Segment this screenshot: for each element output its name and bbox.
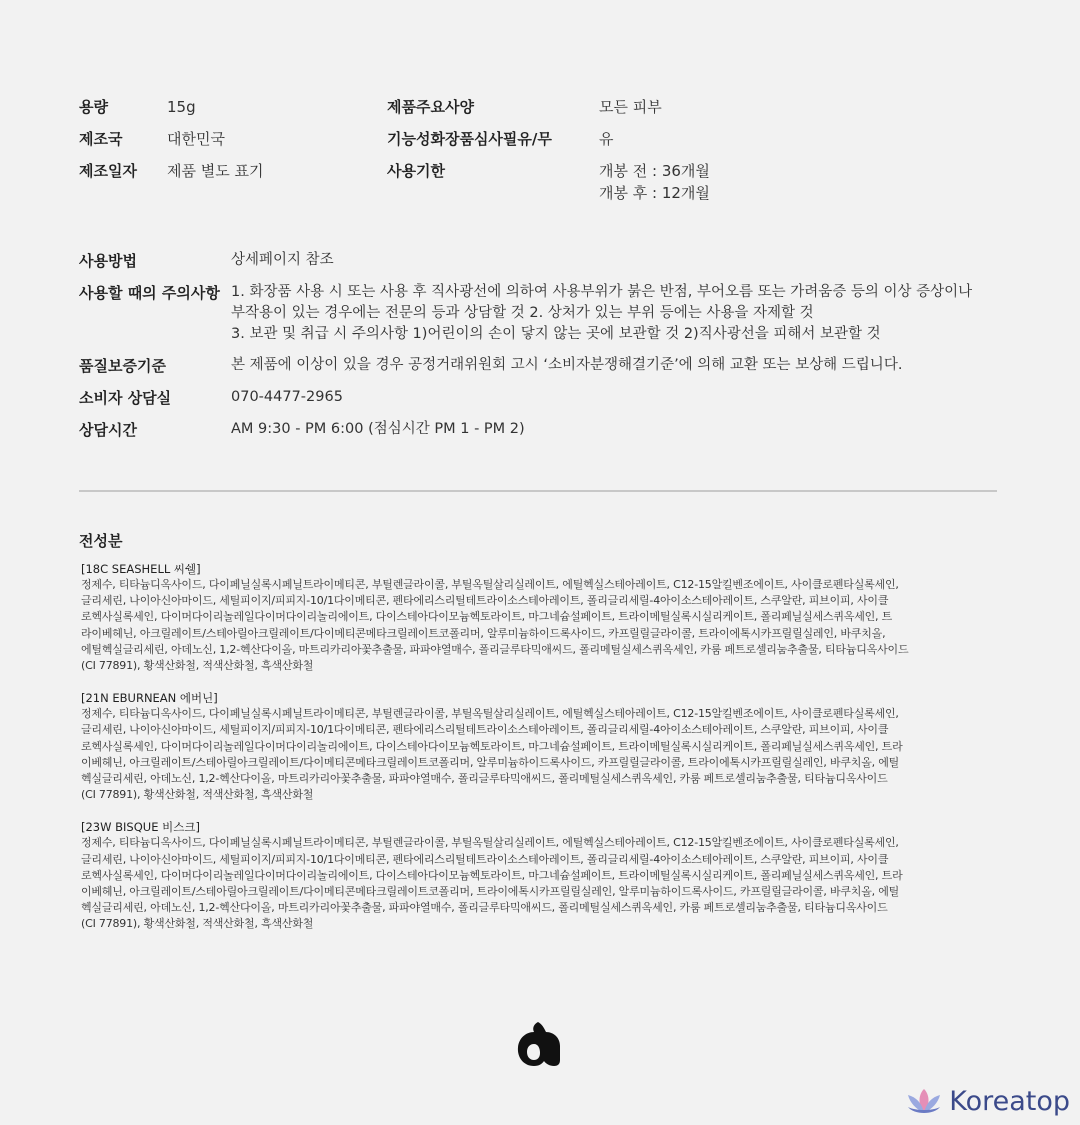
koreatop-text: Koreatop bbox=[949, 1086, 1070, 1117]
ingredient-line: 정제수, 티타늄디옥사이드, 다이페닐실록시페닐트라이메티콘, 부틸렌글라이콜, 부틸옥틸살리실레이트, 에틸헥실스테아레이트, C12-15알킬벤조에이트, 사이클로펜타실록세인, bbox=[81, 578, 899, 591]
review-label: 기능성화장품심사필유/무 bbox=[387, 130, 552, 148]
consult-label: 소비자 상담실 bbox=[79, 389, 172, 407]
ingredient-line: 헥실글리세린, 아데노신, 1,2-헥산다이올, 마트리카리아꽃추출물, 파파야열매수, 폴리글루타믹애씨드, 폴리메틸실세스퀴옥세인, 카룸 페트로셀리눔추출물, 티타늄디옥사이드 bbox=[81, 901, 888, 915]
ingredient-line: 글리세린, 나이아신아마이드, 세틸피이지/피피지-10/1다이메티콘, 펜타에리스리틸테트라이소스테아레이트, 폴리글리세릴-4아이소스테아레이트, 스쿠알란, 피브이피, 사이클 bbox=[81, 723, 889, 737]
ingredient-list bbox=[79, 835, 1009, 932]
ingredients-heading: 전성분 bbox=[79, 532, 123, 550]
country-label: 제조국 bbox=[79, 130, 123, 148]
caution-line-1: 1. 화장품 사용 시 또는 사용 후 직사광선에 의하여 사용부위가 붉은 반점, 부어오름 또는 가려움증 등의 이상 증상이나 bbox=[231, 284, 973, 300]
ingredient-line: 라이베헤닌, 아크릴레이트/스테아릴아크릴레이트/다이메티콘메타크릴레이트코폴리머, 알루미늄하이드록사이드, 카프릴릴글라이콜, 트라이에톡시카프릴릴실레인, 바쿠치올, bbox=[81, 626, 886, 640]
mfg-date-value: 제품 별도 표기 bbox=[167, 162, 264, 180]
ingredient-line: 글리세린, 나이아신아마이드, 세틸피이지/피피지-10/1다이메티콘, 펜타에리스리틸테트라이소스테아레이트, 폴리글리세릴-4아이소스테아레이트, 스쿠알란, 피브이피, 사이클 bbox=[81, 852, 889, 866]
ingredient-shade-title: [18C SEASHELL 씨쉘] bbox=[81, 562, 201, 576]
section-divider bbox=[79, 490, 997, 492]
spec-row-dates bbox=[79, 160, 999, 208]
info-row-usage bbox=[79, 250, 999, 272]
brand-logo-svg bbox=[514, 1020, 562, 1068]
caution-line-2: 부작용이 있는 경우에는 전문의 등과 상담할 것 2. 상처가 있는 부위 등에는 사용을 자제할 것 bbox=[231, 305, 814, 321]
caution-line-3: 3. 보관 및 취급 시 주의사항 1)어린이의 손이 닿지 않는 곳에 보관할 것 2)직사광선을 피해서 보관할 것 bbox=[231, 326, 881, 342]
ingredient-shade-title: [21N EBURNEAN 에버닌] bbox=[81, 691, 218, 706]
ingredient-line: 이베헤닌, 아크릴레이트/스테아릴아크릴레이트/다이메티콘메타크릴레이트코폴리머, 트라이에톡시카프릴릴실레인, 알루미늄하이드록사이드, 카프릴릴글라이콜, 바쿠치올, 에틸 bbox=[81, 885, 900, 899]
volume-value: 15g bbox=[167, 98, 196, 116]
spec-row-country bbox=[79, 128, 999, 160]
product-spec-table bbox=[79, 96, 999, 208]
hours-label: 상담시간 bbox=[79, 421, 137, 439]
ingredient-line: (CI 77891), 황색산화철, 적색산화철, 흑색산화철 bbox=[81, 917, 314, 931]
expiry-label: 사용기한 bbox=[387, 162, 445, 180]
info-row-consult bbox=[79, 387, 999, 409]
ingredient-line: (CI 77891), 황색산화철, 적색산화철, 흑색산화철 bbox=[81, 659, 314, 673]
ingredient-line: 이베헤닌, 아크릴레이트/스테아릴아크릴레이트/다이메티콘메타크릴레이트코폴리머, 알루미늄하이드록사이드, 카프릴릴글라이콜, 트라이에톡시카프릴릴실레인, 바쿠치올, 에틸 bbox=[81, 755, 900, 769]
ingredient-line: 로헥사실록세인, 다이머다이리놀레일다이머다이리놀리에이트, 다이스테아다이모늄헥토라이트, 마그네슘설페이트, 트라이메틸실록시실리케이트, 폴리페닐실세스퀴옥세인, 트라 bbox=[81, 739, 903, 753]
ingredient-block-bisque bbox=[79, 819, 1009, 932]
ingredient-line: 로헥사실록세인, 다이머다이리놀레일다이머다이리놀리에이트, 다이스테아다이모늄헥토라이트, 마그네슘설페이트, 트라이메틸실록시실리케이트, 폴리페닐실세스퀴옥세인, 트 bbox=[81, 610, 893, 624]
volume-label: 용량 bbox=[79, 98, 108, 116]
ingredient-block-eburnean bbox=[79, 690, 1009, 803]
ingredient-line: 글리세린, 나이아신아마이드, 세틸피이지/피피지-10/1다이메티콘, 펜타에리스리틸테트라이소스테아레이트, 폴리글리세릴-4아이소스테아레이트, 스쿠알란, 피브이피, 사이클 bbox=[81, 594, 889, 608]
brand-logo-icon bbox=[514, 1020, 562, 1068]
main-spec-label: 제품주요사양 bbox=[387, 98, 474, 116]
ingredient-list bbox=[79, 577, 1009, 674]
ingredient-block-seashell bbox=[79, 561, 1009, 674]
ingredient-line: 헥실글리세린, 아데노신, 1,2-헥산다이올, 마트리카리아꽃추출물, 파파야열매수, 폴리글루타믹애씨드, 폴리메틸실세스퀴옥세인, 카룸 페트로셀리눔추출물, 티타늄디옥사이드 bbox=[81, 772, 888, 786]
ingredient-list bbox=[79, 706, 1009, 803]
expiry-value bbox=[599, 160, 710, 204]
info-row-hours bbox=[79, 419, 999, 441]
koreatop-watermark bbox=[904, 1086, 1070, 1117]
usage-label: 사용방법 bbox=[79, 252, 137, 270]
expiry-before: 개봉 전 : 36개월 bbox=[599, 162, 710, 180]
warranty-value: 본 제품에 이상이 있을 경우 공정거래위원회 고시 ‘소비자분쟁해결기준’에 의해 교환 또는 보상해 드립니다. bbox=[231, 357, 903, 373]
mfg-date-label: 제조일자 bbox=[79, 162, 137, 180]
ingredient-line: 에틸헥실글리세린, 아데노신, 1,2-헥산다이올, 마트리카리아꽃추출물, 파파야열매수, 폴리글루타믹애씨드, 폴리메틸실세스퀴옥세인, 카룸 페트로셀리눔추출물, 티타늄디옥사이드 bbox=[81, 642, 909, 656]
ingredients-section bbox=[79, 530, 1009, 949]
usage-value: 상세페이지 참조 bbox=[231, 252, 334, 268]
ingredient-shade-title: [23W BISQUE 비스크] bbox=[81, 820, 200, 835]
lotus-icon bbox=[904, 1087, 944, 1117]
info-row-caution bbox=[79, 282, 999, 345]
main-spec-value: 모든 피부 bbox=[599, 98, 662, 116]
ingredient-line: (CI 77891), 황색산화철, 적색산화철, 흑색산화철 bbox=[81, 788, 314, 802]
ingredient-line: 정제수, 티타늄디옥사이드, 다이페닐실록시페닐트라이메티콘, 부틸렌글라이콜, 부틸옥틸살리실레이트, 에틸헥실스테아레이트, C12-15알킬벤조에이트, 사이클로펜타실록세인, bbox=[81, 836, 899, 850]
consult-phone: 070-4477-2965 bbox=[231, 389, 343, 405]
spec-row-volume bbox=[79, 96, 999, 128]
hours-value: AM 9:30 - PM 6:00 (점심시간 PM 1 - PM 2) bbox=[231, 421, 525, 437]
caution-label: 사용할 때의 주의사항 bbox=[79, 284, 220, 302]
ingredient-line: 로헥사실록세인, 다이머다이리놀레일다이머다이리놀리에이트, 다이스테아다이모늄헥토라이트, 마그네슘설페이트, 트라이메틸실록시실리케이트, 폴리페닐실세스퀴옥세인, 트라 bbox=[81, 868, 903, 882]
product-info-section bbox=[79, 250, 999, 451]
review-value: 유 bbox=[599, 130, 614, 148]
ingredient-line: 정제수, 티타늄디옥사이드, 다이페닐실록시페닐트라이메티콘, 부틸렌글라이콜, 부틸옥틸살리실레이트, 에틸헥실스테아레이트, C12-15알킬벤조에이트, 사이클로펜타실록세인, bbox=[81, 707, 899, 721]
warranty-label: 품질보증기준 bbox=[79, 357, 166, 375]
expiry-after: 개봉 후 : 12개월 bbox=[599, 184, 710, 202]
info-row-warranty bbox=[79, 355, 999, 377]
caution-value bbox=[231, 282, 972, 345]
country-value: 대한민국 bbox=[167, 130, 225, 148]
